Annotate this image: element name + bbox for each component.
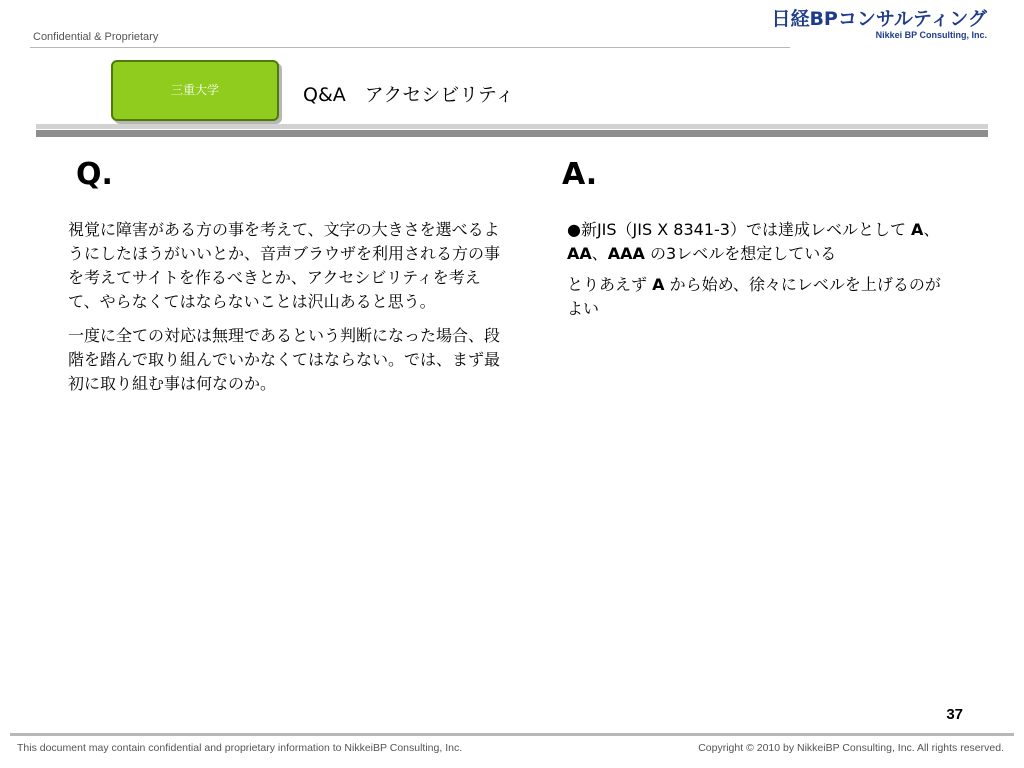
answer-text: とりあえず — [567, 275, 653, 294]
answer-paragraph — [567, 273, 947, 321]
company-logo — [771, 8, 987, 41]
question-paragraph: 視覚に障害がある方の事を考えて、文字の大きさを選べるようにしたほうがいいとか、音声ブラウザを利用される方の事を考えてサイトを作るべきとか、アクセシビリティを考えて、やらなくてはならないことは沢山あると思う。 — [68, 220, 501, 311]
question-body — [68, 218, 508, 406]
confidential-label: Confidential & Proprietary — [33, 31, 159, 43]
level-a: A — [652, 275, 665, 294]
question-paragraph: 一度に全ての対応は無理であるという判断になった場合、段階を踏んで取り組んでいかなくてはならない。では、まず最初に取り組む事は何なのか。 — [68, 326, 501, 393]
footer-disclaimer: This document may contain confidential and proprietary information to NikkeiBP Consulting, Inc. — [17, 742, 463, 754]
section-tag: 三重大学 — [111, 60, 279, 121]
answer-paragraph — [567, 218, 947, 266]
slide-title: Q&A アクセシビリティ — [303, 84, 515, 106]
answer-text: ●新JIS（JIS X 8341-3）では達成レベルとして — [567, 220, 912, 239]
answer-separator: 、 — [591, 244, 608, 263]
title-band-light — [36, 124, 988, 129]
answer-text: の3レベルを想定している — [644, 244, 837, 263]
answer-separator: 、 — [923, 220, 940, 239]
answer-text: から始め、徐々にレベルを上げるのがよい — [567, 275, 941, 318]
footer-copyright: Copyright © 2010 by NikkeiBP Consulting, Inc. All rights reserved. — [698, 742, 1004, 754]
answer-body — [567, 218, 947, 328]
header-rule — [30, 47, 790, 48]
logo-sub-text: Nikkei BP Consulting, Inc. — [875, 30, 987, 40]
title-band-dark — [36, 130, 988, 137]
question-heading: Q. — [76, 157, 113, 192]
level-a: A — [911, 220, 924, 239]
answer-heading: A. — [562, 157, 598, 192]
level-aaa: AAA — [607, 244, 645, 263]
logo-main-text: 日経BPコンサルティング — [771, 8, 987, 30]
level-aa: AA — [567, 244, 592, 263]
page-number: 37 — [946, 706, 963, 723]
footer-rule — [10, 733, 1014, 736]
